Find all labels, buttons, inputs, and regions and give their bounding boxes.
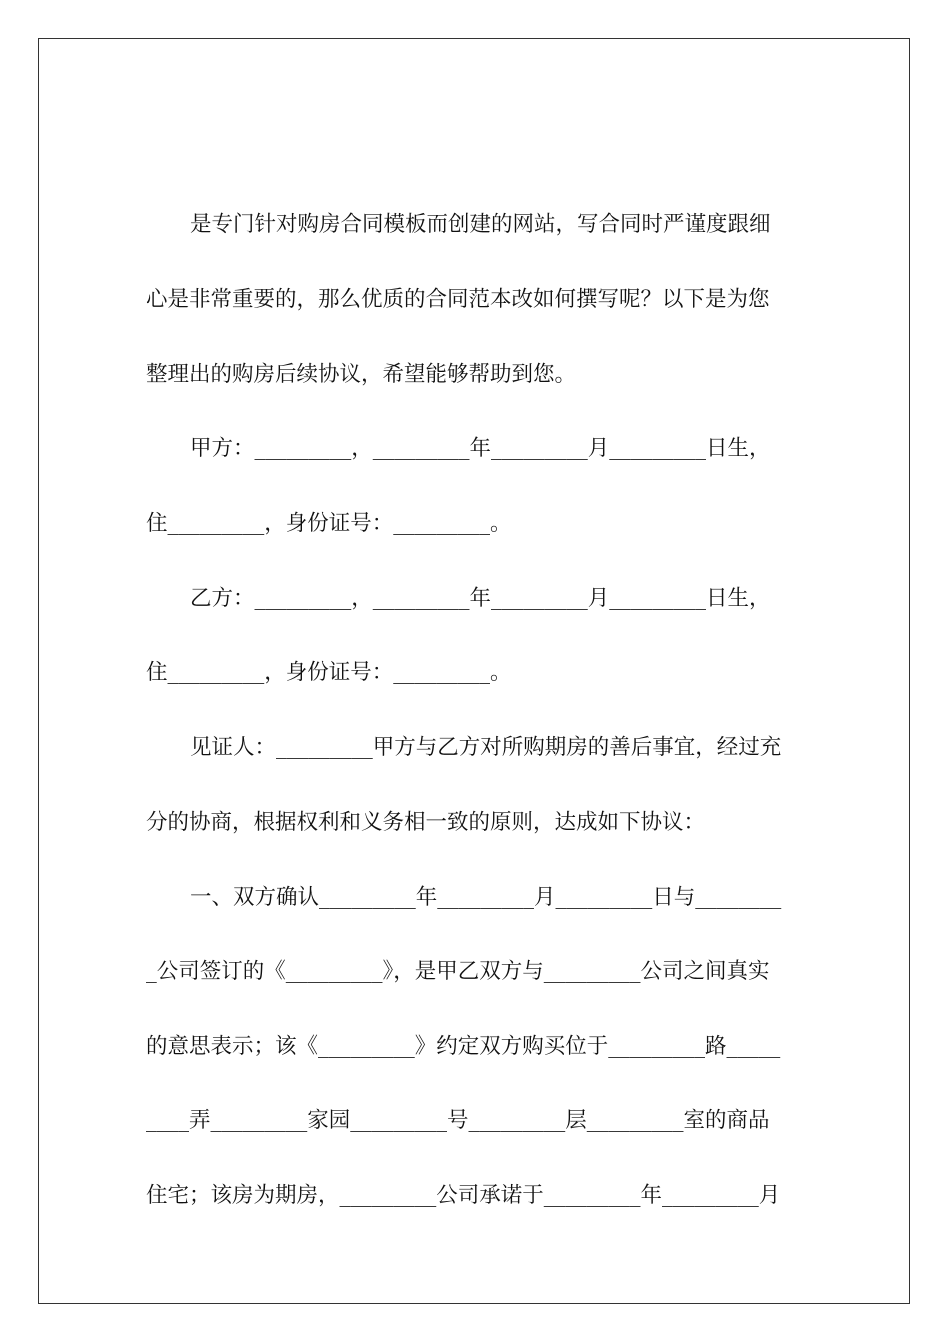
- paragraph-line: 住宅；该房为期房，_________公司承诺于_________年_________月: [146, 1183, 781, 1208]
- paragraph-line: _公司签订的《_________》，是甲乙双方与_________公司之间真实: [146, 959, 770, 984]
- party-b-address-line: 住_________，身份证号：_________。: [146, 660, 512, 685]
- party-a-line: 甲方：_________，_________年_________月_________日生，: [190, 436, 771, 461]
- clause-one-line: 一、双方确认_________年_________月_________日与________: [190, 885, 782, 910]
- paragraph-line: 心是非常重要的，那么优质的合同范本改如何撰写呢？以下是为您: [146, 287, 770, 312]
- paragraph-line: 分的协商，根据权利和义务相一致的原则，达成如下协议：: [146, 810, 706, 835]
- party-b-line: 乙方：_________，_________年_________月_________日生，: [190, 586, 771, 611]
- paragraph-line: 整理出的购房后续协议，希望能够帮助到您。: [146, 362, 577, 387]
- paragraph-line: 的意思表示；该《_________》约定双方购买位于_________路_____: [146, 1034, 781, 1059]
- witness-line: 见证人：_________甲方与乙方对所购期房的善后事宜，经过充: [190, 735, 782, 760]
- paragraph-line: 是专门针对购房合同模板而创建的网站，写合同时严谨度跟细: [190, 212, 771, 237]
- party-a-address-line: 住_________，身份证号：_________。: [146, 511, 512, 536]
- paragraph-line: ____弄_________家园_________号_________层_________室的商品: [146, 1108, 770, 1133]
